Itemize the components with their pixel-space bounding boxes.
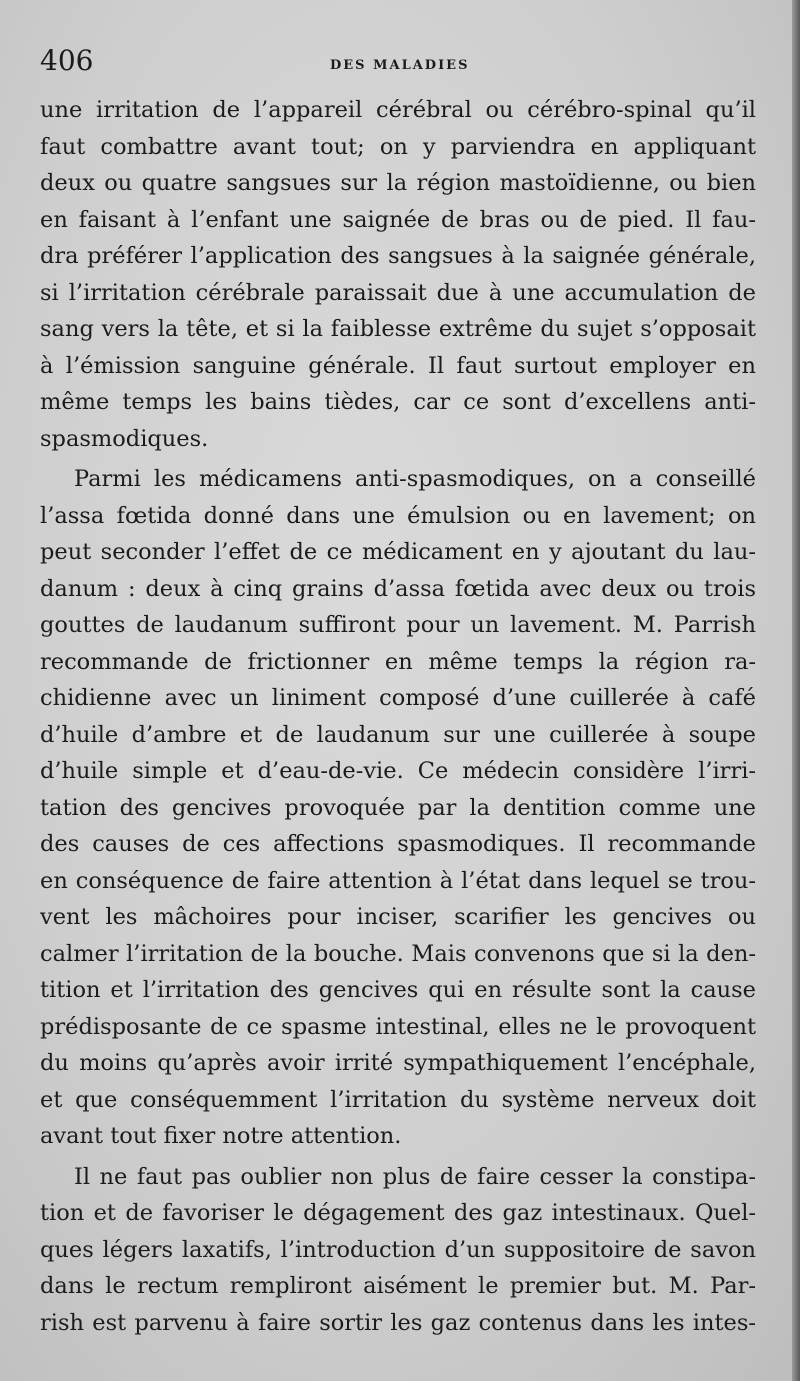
paragraph-1: [40, 92, 756, 457]
text-line: spasmodiques.: [40, 425, 209, 452]
text-line: vent les mâchoires pour inciser, scarifier les gencives ou: [40, 904, 756, 930]
running-head: DES MALADIES: [330, 58, 470, 73]
paragraph-3: [40, 1159, 756, 1342]
text-line: prédisposante de ce spasme intestinal, elles ne le provoquent: [40, 1013, 756, 1040]
text-line: gouttes de laudanum suffiront pour un lavement. M. Parrish: [40, 612, 756, 638]
text-line: du moins qu’après avoir irrité sympathiquement l’encéphale,: [40, 1050, 756, 1076]
text-line: même temps les bains tièdes, car ce sont d’excellens anti-: [40, 389, 756, 415]
text-line: tition et l’irritation des gencives qui en résulte sont la cause: [40, 977, 756, 1003]
text-line: et que conséquemment l’irritation du système nerveux doit: [40, 1086, 756, 1113]
text-line: d’huile simple et d’eau-de-vie. Ce médecin considère l’irri-: [40, 758, 756, 784]
paragraph-2: [40, 461, 756, 1155]
page-header: [40, 44, 760, 84]
text-line: à l’émission sanguine générale. Il faut surtout employer en: [40, 352, 756, 379]
text-line: si l’irritation cérébrale paraissait due à une accumulation de: [40, 279, 756, 306]
text-line: calmer l’irritation de la bouche. Mais convenons que si la den-: [40, 940, 756, 967]
text-line: dra préférer l’application des sangsues à la saignée générale,: [40, 243, 756, 269]
text-line: deux ou quatre sangsues sur la région mastoïdienne, ou bien: [40, 170, 756, 196]
text-line: des causes de ces affections spasmodiques. Il recommande: [40, 831, 756, 857]
text-line: en conséquence de faire attention à l’état dans lequel se trou-: [40, 867, 756, 894]
text-line: faut combattre avant tout; on y parviendra en appliquant: [40, 133, 756, 160]
text-line: Parmi les médicamens anti-spasmodiques, on a conseillé: [74, 466, 756, 492]
text-line: dans le rectum rempliront aisément le premier but. M. Par-: [40, 1273, 756, 1299]
text-line: l’assa fœtida donné dans une émulsion ou en lavement; on: [40, 502, 756, 529]
text-line: en faisant à l’enfant une saignée de bras ou de pied. Il fau-: [40, 206, 756, 233]
page-number: 406: [40, 44, 94, 77]
text-line: ques légers laxatifs, l’introduction d’un suppositoire de savon: [40, 1236, 756, 1263]
text-line: chidienne avec un liniment composé d’une cuillerée à café: [40, 685, 756, 711]
text-line: peut seconder l’effet de ce médicament en y ajoutant du lau-: [40, 539, 756, 565]
text-line: rish est parvenu à faire sortir les gaz contenus dans les intes-: [40, 1309, 756, 1336]
text-line: avant tout fixer notre attention.: [40, 1123, 402, 1149]
body-text: [40, 92, 756, 1341]
text-line: une irritation de l’appareil cérébral ou cérébro-spinal qu’il: [40, 97, 756, 123]
text-line: tion et de favoriser le dégagement des gaz intestinaux. Quel-: [40, 1200, 756, 1226]
text-line: Il ne faut pas oublier non plus de faire cesser la constipa-: [74, 1163, 756, 1190]
page-edge-shadow: [792, 0, 800, 1381]
text-line: tation des gencives provoquée par la dentition comme une: [40, 794, 756, 821]
text-line: sang vers la tête, et si la faiblesse extrême du sujet s’opposait: [40, 316, 756, 342]
text-line: recommande de frictionner en même temps la région ra-: [40, 648, 756, 675]
text-line: danum : deux à cinq grains d’assa fœtida avec deux ou trois: [40, 575, 756, 602]
text-line: d’huile d’ambre et de laudanum sur une cuillerée à soupe: [40, 721, 756, 748]
